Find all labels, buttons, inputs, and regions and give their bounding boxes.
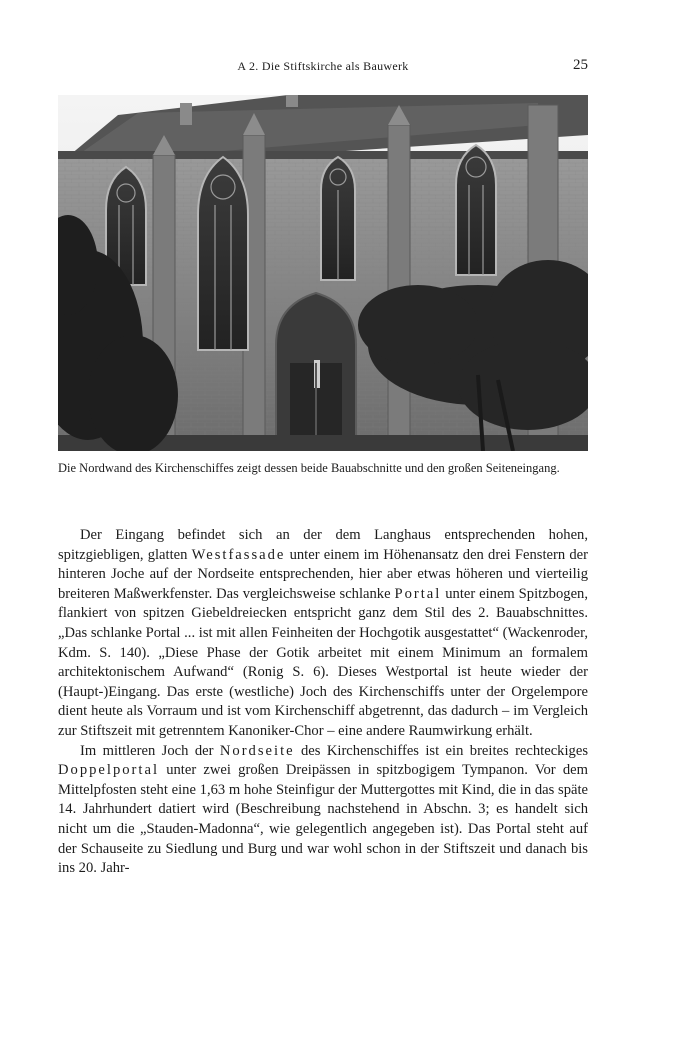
- page-number: 25: [573, 57, 588, 73]
- paragraph-1: [58, 526, 588, 742]
- p2-text-c: des Kirchenschiffes ist ein breites rechteckiges: [294, 742, 588, 759]
- figure-caption: Die Nordwand des Kirchenschiffes zeigt dessen beide Bauabschnitte und den großen Seiteneingang.: [58, 461, 560, 475]
- p1-spaced-westfassade: Westfassade: [191, 546, 286, 563]
- paragraph-2: [58, 742, 588, 879]
- running-title: A 2. Die Stiftskirche als Bauwerk: [237, 59, 409, 73]
- p2-text-a: Im mittleren Joch der: [80, 742, 220, 759]
- p2-spaced-nordseite: Nordseite: [219, 742, 295, 759]
- p1-text-c: unter einem im Höhenansatz den drei Fenstern der hinteren Joche auf der Nordseite entsprechenden, hier aber etwas höheren und vierteilig breiteren Maßwerkfenster. Das vergleichsweise schlanke: [58, 546, 589, 602]
- p1-text-a: Der Eingang befindet sich an der dem Langhaus entsprechenden hohen, spitzgiebligen, glatten: [58, 527, 588, 563]
- p1-text-e: unter einem Spitzbogen, flankiert von spitzen Giebeldreiecken entspricht ganz dem Stil des 2. Bauabschnittes. „Das schlanke Portal ... ist mit allen Feinheiten der Hochgotik ausgestattet“ (Wackenroder, Kdm. S. 140). „Diese Phase der Gotik arbeitet mit einem Minimum an formalem architektonischem Aufwand“ (Ronig S. 6). Dieses Westportal ist heute wieder der (Haupt-)Eingang. Das erste (westliche) Joch des Kirchenschiffs unter der Orgelempore dient heute als Vorraum und ist vom Kirchenschiff abgetrennt, das dadurch – im Vergleich zur Stiftszeit mit getrenntem Kanoniker-Chor – eine andere Raumwirkung erhält.: [58, 585, 588, 739]
- p2-text-e: unter zwei großen Dreipässen in spitzbogigem Tympanon. Vor dem Mittelpfosten steht eine 1,63 m hohe Steinfigur der Muttergottes mit Kind, die in das späte 14. Jahrhundert datiert wird (Beschreibung nachstehend in Abschn. 3; es handelt sich nicht um die „Stauden-Madonna“, wie gelegentlich angegeben ist). Das Portal steht auf der Schauseite zu Siedlung und Burg und war wohl schon in der Stiftszeit und danach bis ins 20. Jahr-: [58, 762, 588, 877]
- p2-spaced-doppelportal: Doppelportal: [58, 762, 160, 779]
- p1-spaced-portal: Portal: [394, 585, 442, 602]
- church-north-wall-photo: [58, 95, 588, 451]
- running-head: [58, 57, 588, 77]
- body-text: [58, 526, 588, 879]
